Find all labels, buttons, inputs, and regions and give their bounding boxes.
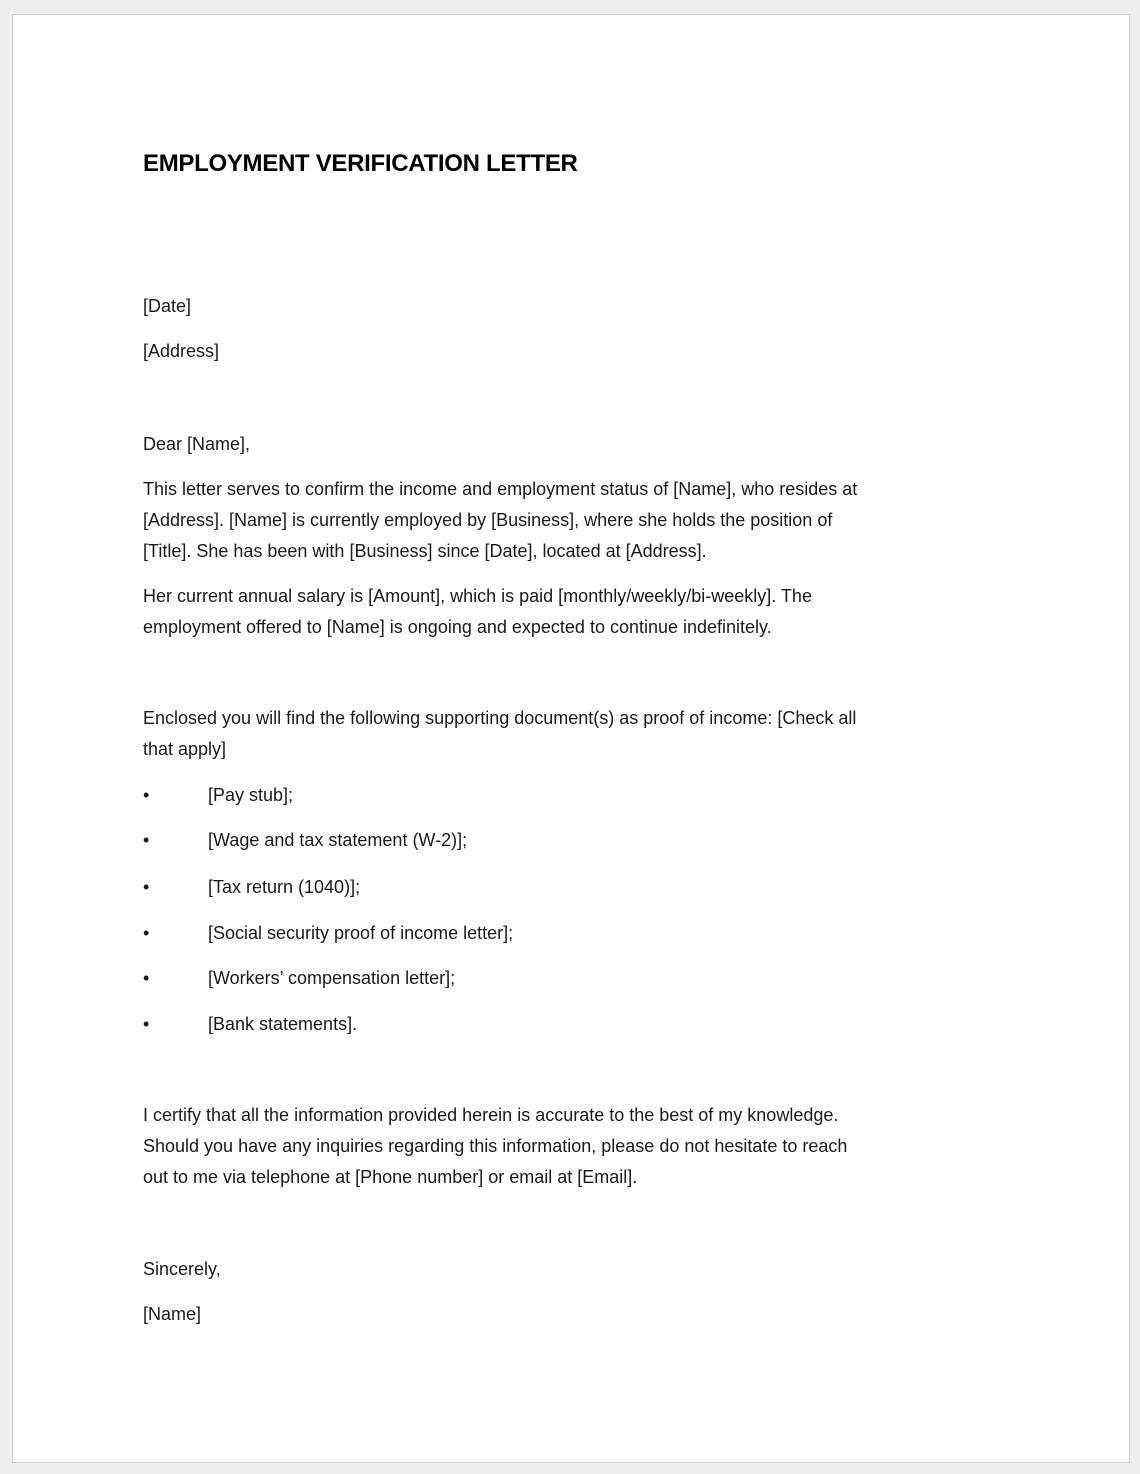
text-line: Should you have any inquiries regarding this information, please do not hesitate to reach (143, 1136, 848, 1156)
list-item-text: [Workers’ compensation letter]; (208, 968, 456, 988)
list-item-text: [Pay stub]; (208, 785, 294, 805)
list-item-text: [Bank statements]. (208, 1014, 358, 1034)
list-item-text: [Wage and tax statement (W-2)]; (208, 830, 468, 850)
address-field: [Address] (143, 341, 220, 361)
text-line: Her current annual salary is [Amount], which is paid [monthly/weekly/bi-weekly]. The (143, 586, 812, 606)
text-line: out to me via telephone at [Phone number] or email at [Email]. (143, 1167, 638, 1187)
text-line: I certify that all the information provided herein is accurate to the best of my knowledge. (143, 1105, 839, 1125)
paragraph-certification (143, 1100, 847, 1193)
text-line: [Address]. [Name] is currently employed by [Business], where she holds the position of (143, 510, 833, 530)
bullet-icon: • (143, 877, 150, 897)
paragraph-salary (143, 581, 812, 643)
list-item-text: [Tax return (1040)]; (208, 877, 361, 897)
text-line: This letter serves to confirm the income and employment status of [Name], who resides at (143, 479, 858, 499)
bullet-icon: • (143, 1014, 150, 1034)
bullet-icon: • (143, 830, 150, 850)
text-line: Enclosed you will find the following supporting document(s) as proof of income: [Check all (143, 708, 857, 728)
page-title: EMPLOYMENT VERIFICATION LETTER (143, 150, 578, 177)
paragraph-confirmation (143, 474, 857, 567)
text-line: [Title]. She has been with [Business] since [Date], located at [Address]. (143, 541, 707, 561)
list-item-text: [Social security proof of income letter]; (208, 923, 514, 943)
bullet-icon: • (143, 968, 150, 988)
bullet-icon: • (143, 785, 150, 805)
paragraph-enclosures (143, 703, 856, 765)
closing: Sincerely, (143, 1259, 221, 1279)
date-field: [Date] (143, 296, 192, 316)
text-line: employment offered to [Name] is ongoing and expected to continue indefinitely. (143, 617, 772, 637)
bullet-icon: • (143, 923, 150, 943)
signature-name: [Name] (143, 1304, 202, 1324)
salutation: Dear [Name], (143, 434, 251, 454)
text-line: that apply] (143, 739, 227, 759)
